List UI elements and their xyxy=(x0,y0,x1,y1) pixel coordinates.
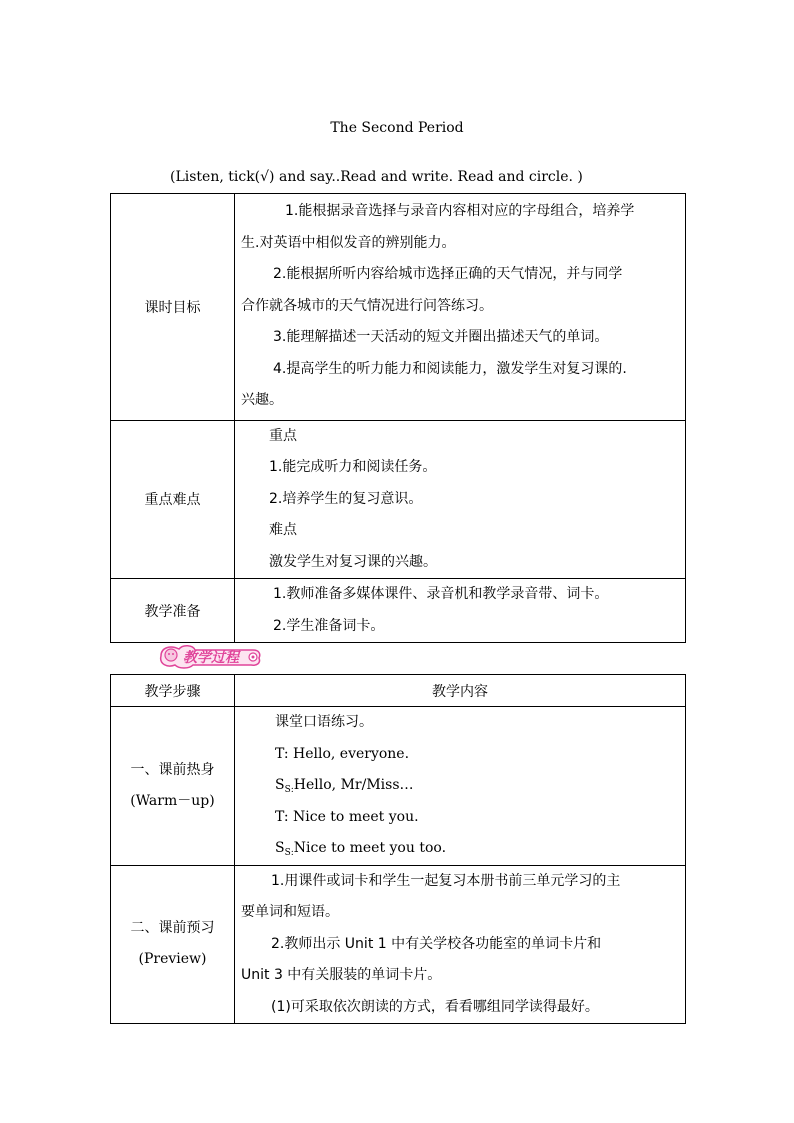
table-row xyxy=(111,579,686,643)
objectives-content xyxy=(235,194,686,421)
text-line: T: Nice to meet you. xyxy=(275,808,419,825)
table-row xyxy=(111,194,686,421)
text-line: 1.用课件或词卡和学生一起复习本册书前三单元学习的主 xyxy=(271,872,621,889)
row-label-warm-up xyxy=(111,707,235,866)
text-line xyxy=(239,833,679,865)
row-label-objectives: 课时目标 xyxy=(111,194,235,421)
header-content: 教学内容 xyxy=(235,675,686,707)
speaker: S xyxy=(275,840,285,856)
text-line: T: Hello, everyone. xyxy=(275,745,410,762)
text-line: 2.能根据所听内容给城市选择正确的天气情况，并与同学 xyxy=(273,266,623,282)
header-steps: 教学步骤 xyxy=(111,675,235,707)
label-sub: (Preview) xyxy=(138,951,207,968)
text-line: 1.能根据录音选择与录音内容相对应的字母组合，培养学 xyxy=(285,203,635,219)
text-line: Unit 3 中有关服装的单词卡片。 xyxy=(241,967,442,983)
speaker-subscript: S: xyxy=(284,785,294,795)
label-sub: (Warm－up) xyxy=(130,792,215,809)
teaching-process-table xyxy=(110,674,686,1024)
table-header-row xyxy=(111,675,686,707)
table-row xyxy=(111,865,686,1024)
page-title: The Second Period xyxy=(330,120,464,136)
lesson-plan-table xyxy=(110,193,686,643)
text-line: 课堂口语练习。 xyxy=(275,714,373,730)
text-line: 2.教师出示 Unit 1 中有关学校各功能室的单词卡片和 xyxy=(271,935,602,952)
warm-up-content xyxy=(235,707,686,866)
row-label-key-points: 重点难点 xyxy=(111,420,235,579)
table-row xyxy=(111,420,686,579)
text-line: (1)可采取依次朗读的方式，看看哪组同学读得最好。 xyxy=(271,998,599,1015)
banner-text: 教学过程 xyxy=(183,650,239,666)
text-line: 1.教师准备多媒体课件、录音机和教学录音带、词卡。 xyxy=(273,586,609,602)
teaching-process-banner xyxy=(153,641,265,671)
speaker: S xyxy=(275,777,285,793)
row-label-preview xyxy=(111,865,235,1024)
text-line: 要单词和短语。 xyxy=(241,904,339,920)
row-label-preparation: 教学准备 xyxy=(111,579,235,643)
speaker-subscript: S: xyxy=(284,848,294,858)
preview-content xyxy=(235,865,686,1024)
text-line: 2.培养学生的复习意识。 xyxy=(269,490,423,507)
text-line: 难点 xyxy=(269,522,297,538)
text-line: 3.能理解描述一天活动的短文并圈出描述天气的单词。 xyxy=(273,329,609,345)
table-row xyxy=(111,707,686,866)
preparation-content xyxy=(235,579,686,643)
text-line: 2.学生准备词卡。 xyxy=(273,617,385,634)
text-line: 兴趣。 xyxy=(241,392,283,408)
text-line: 重点 xyxy=(269,427,297,444)
text-line: 激发学生对复习课的兴趣。 xyxy=(269,553,437,570)
text-line: 4.提高学生的听力能力和阅读能力，激发学生对复习课的. xyxy=(273,360,627,377)
banner-graphic xyxy=(153,641,265,671)
label-main: 二、课前预习 xyxy=(130,920,215,937)
key-points-content xyxy=(235,420,686,579)
label-main: 一、课前热身 xyxy=(130,761,215,778)
speaker-text: Hello, Mr/Miss… xyxy=(293,777,414,793)
text-line: 1.能完成听力和阅读任务。 xyxy=(269,459,437,475)
text-line: 合作就各城市的天气情况进行问答练习。 xyxy=(241,297,493,314)
text-line xyxy=(239,770,679,802)
text-line: 生.对英语中相似发音的辨别能力。 xyxy=(241,234,456,251)
page-subtitle: (Listen, tick(√) and say..Read and write. Read and circle. ) xyxy=(170,169,583,185)
speaker-text: Nice to meet you too. xyxy=(293,840,447,856)
